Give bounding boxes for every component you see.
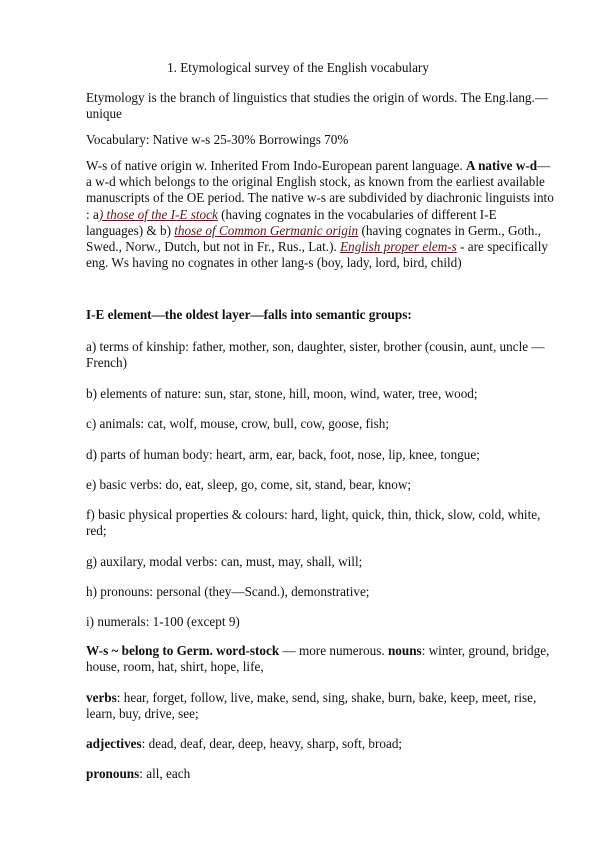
native-text-3: (having cognates in the vocabularies of different I-E languages) & b) — [86, 206, 497, 238]
native-word-term: A native w-d — [466, 158, 538, 173]
native-text-4: (having cognates in Germ., Goth., Swed., Norw., Dutch, but not in Fr., Rus., Lat.). — [86, 222, 541, 255]
group-g: g) auxilary, modal verbs: can, must, may, shall, will; — [86, 554, 363, 569]
native-text-5: - are specifically eng. Ws having no cognates in other lang-s (boy, lady, lord, bird, child) — [86, 239, 548, 271]
germanic-adjectives: adjectives: dead, deaf, dear, deep, heavy, sharp, soft, broad; — [86, 736, 403, 751]
page-title: 1. Etymological survey of the English vocabulary — [167, 60, 429, 75]
group-b: b) elements of nature: sun, star, stone, hill, moon, wind, water, tree, wood; — [86, 386, 478, 401]
ie-stock-link: ) those of the I-E stock — [98, 206, 218, 222]
group-a: a) terms of kinship: father, mother, son, daughter, sister, brother (cousin, aunt, uncle — French) — [86, 339, 545, 371]
english-proper-link: English proper elem-s — [340, 239, 457, 255]
group-c: c) animals: cat, wolf, mouse, crow, bull, cow, goose, fish; — [86, 416, 389, 431]
group-i: i) numerals: 1-100 (except 9) — [86, 614, 240, 629]
native-words-paragraph — [86, 158, 556, 271]
group-f: f) basic physical properties & colours: hard, light, quick, thin, thick, slow, cold, white, red; — [86, 507, 541, 539]
common-germanic-link: those of Common Germanic origin — [174, 222, 359, 238]
group-d: d) parts of human body: heart, arm, ear, back, foot, nose, lip, knee, tongue; — [86, 447, 480, 462]
germanic-verbs: verbs: hear, forget, follow, live, make, send, sing, shake, burn, bake, keep, meet, rise, learn, buy, drive, see; — [86, 690, 537, 722]
germanic-stock-paragraph: W-s ~ belong to Germ. word-stock — more numerous. nouns: winter, ground, bridge, house, room, hat, shirt, hope, life, — [86, 643, 550, 675]
native-text-2: —a w-d which belongs to the original English stock, as known from the earliest available manuscripts of the OE period. The native w-s are subdivided by diachronic linguists into : a — [86, 158, 554, 222]
group-h: h) pronouns: personal (they—Scand.), demonstrative; — [86, 584, 370, 599]
ie-element-heading: I-E element—the oldest layer—falls into semantic groups: — [86, 307, 412, 322]
germanic-pronouns: pronouns: all, each — [86, 766, 191, 781]
group-e: e) basic verbs: do, eat, sleep, go, come, sit, stand, bear, know; — [86, 477, 412, 492]
intro-paragraph: Etymology is the branch of linguistics that studies the origin of words. The Eng.lang.—unique — [86, 90, 548, 122]
native-text-1: W-s of native origin w. Inherited From Indo-European parent language. — [86, 158, 466, 173]
vocabulary-ratio: Vocabulary: Native w-s 25-30% Borrowings 70% — [86, 132, 349, 147]
